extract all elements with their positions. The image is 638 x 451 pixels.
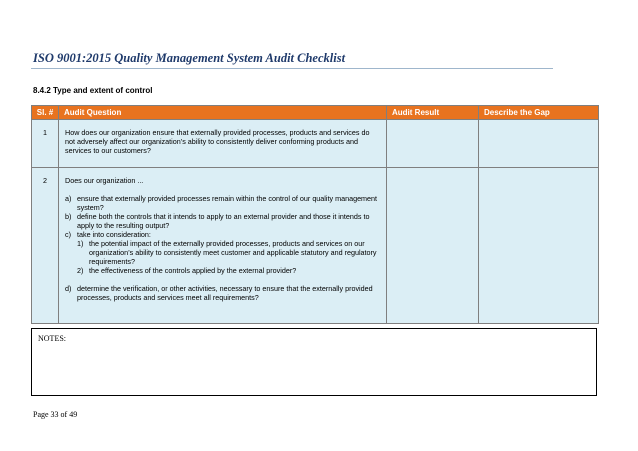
sub-item-marker: 1): [77, 239, 84, 248]
title-divider: [31, 68, 553, 69]
item-marker: b): [65, 212, 72, 221]
describe-gap-cell[interactable]: [479, 120, 599, 168]
notes-label: NOTES:: [38, 334, 66, 343]
table-row: [32, 120, 599, 168]
list-item: [65, 284, 380, 302]
sub-item-text: the effectiveness of the controls applied by the external provider?: [89, 266, 297, 275]
item-marker: d): [65, 284, 72, 293]
list-item: [65, 230, 380, 275]
notes-box[interactable]: [31, 328, 597, 396]
audit-question-cell: [59, 168, 387, 324]
item-text: determine the verification, or other activities, necessary to ensure that the externally provided processes, products and services meet all requirements?: [77, 284, 373, 302]
table-row: [32, 168, 599, 324]
list-item: [65, 194, 380, 212]
item-marker: a): [65, 194, 72, 203]
item-text: take into consideration:: [77, 230, 151, 239]
item-marker: c): [65, 230, 71, 239]
header-describe-gap: Describe the Gap: [479, 106, 599, 120]
sub-item-marker: 2): [77, 266, 84, 275]
question-intro: Does our organization ...: [65, 176, 144, 185]
sub-item-text: the potential impact of the externally provided processes, products and services on our organization’s ability to consistently meet customer and applicable statutory and regulatory requirements?: [89, 239, 377, 266]
audit-result-cell[interactable]: [387, 120, 479, 168]
question-item-list: [65, 194, 380, 275]
table-header-row: [32, 106, 599, 120]
audit-checklist-table: [31, 105, 599, 324]
section-heading: 8.4.2 Type and extent of control: [33, 86, 153, 95]
item-text: ensure that externally provided processes remain within the control of our quality management system?: [77, 194, 378, 212]
item-text: define both the controls that it intends to apply to an external provider and those it intends to apply to the resulting output?: [77, 212, 370, 230]
audit-result-cell[interactable]: [387, 168, 479, 324]
sub-list-item: [77, 266, 380, 275]
row-number: 1: [32, 120, 59, 168]
page-number: Page 33 of 49: [33, 410, 78, 419]
audit-question-cell: How does our organization ensure that externally provided processes, products and services do not adversely affect our organization’s ability to consistently deliver conforming products and services to our customers?: [59, 120, 387, 168]
list-item: [65, 212, 380, 230]
describe-gap-cell[interactable]: [479, 168, 599, 324]
sub-list-item: [77, 239, 380, 266]
row-number: 2: [32, 168, 59, 324]
header-audit-question: Audit Question: [59, 106, 387, 120]
document-title: ISO 9001:2015 Quality Management System Audit Checklist: [33, 51, 346, 65]
header-audit-result: Audit Result: [387, 106, 479, 120]
header-sl-no: Sl. #: [32, 106, 59, 120]
sub-item-list: [77, 239, 380, 275]
question-item-list: [65, 284, 380, 302]
